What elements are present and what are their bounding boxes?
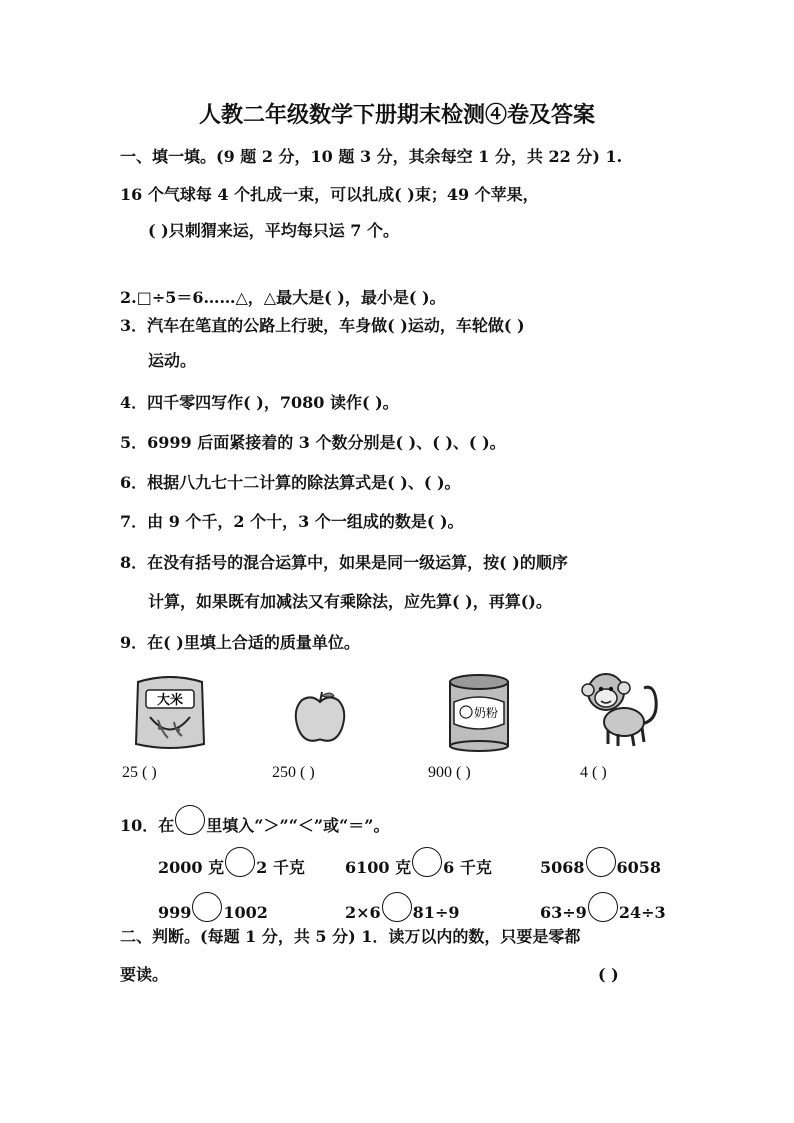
judge-1-answer-paren[interactable]: ( ) — [598, 965, 619, 984]
question-2: 2.□÷5＝6……△，△最大是( )，最小是( )。 — [120, 288, 446, 307]
compare-answer-circle[interactable] — [192, 892, 222, 922]
compare-left: 2000 克 — [158, 858, 225, 877]
comparison-circle-icon — [175, 805, 205, 835]
question-3-line-2: 运动。 — [148, 351, 197, 370]
compare-item-2 — [345, 847, 492, 879]
rice-bag-icon — [130, 672, 210, 756]
compare-answer-circle[interactable] — [586, 847, 616, 877]
compare-left: 63÷9 — [540, 903, 587, 922]
question-6: 6．根据八九七十二计算的除法算式是( )、( )。 — [120, 473, 461, 492]
question-1-line-2: ( )只刺猬来运，平均每只运 7 个。 — [148, 221, 399, 240]
compare-right: 6058 — [616, 858, 662, 877]
q9-caption-4: 4 ( ) — [580, 764, 607, 781]
question-8-line-2: 计算，如果既有加减法又有乘除法，应先算( )，再算()。 — [148, 592, 552, 611]
question-1-line-1: 16 个气球每 4 个扎成一束，可以扎成( )束；49 个苹果， — [120, 185, 539, 204]
compare-item-3 — [540, 847, 661, 879]
compare-answer-circle[interactable] — [588, 892, 618, 922]
question-5: 5．6999 后面紧接着的 3 个数分别是( )、( )、( )。 — [120, 433, 506, 452]
question-3-line-1: 3．汽车在笔直的公路上行驶，车身做( )运动，车轮做( ) — [120, 316, 525, 335]
question-10 — [120, 805, 390, 837]
apple-icon — [290, 688, 350, 752]
compare-left: 6100 克 — [345, 858, 412, 877]
question-10-prefix: 10．在 — [120, 816, 175, 835]
monkey-icon — [578, 664, 664, 754]
compare-left: 999 — [158, 903, 192, 922]
question-10-suffix: 里填入“＞”“＜”或“＝”。 — [206, 816, 390, 835]
compare-item-4 — [158, 892, 268, 924]
q9-caption-3: 900 ( ) — [428, 764, 471, 781]
svg-text:奶粉: 奶粉 — [473, 706, 499, 720]
question-9: 9．在( )里填上合适的质量单位。 — [120, 633, 360, 652]
question-8-line-1: 8．在没有括号的混合运算中，如果是同一级运算，按( )的顺序 — [120, 553, 568, 572]
question-4: 4．四千零四写作( )，7080 读作( )。 — [120, 393, 399, 412]
compare-answer-circle[interactable] — [225, 847, 255, 877]
compare-right: 6 千克 — [443, 858, 492, 877]
section-two-header: 二、判断。(每题 1 分，共 5 分) 1．读万以内的数，只要是零都 — [120, 927, 581, 946]
compare-right: 24÷3 — [618, 903, 666, 922]
question-7: 7．由 9 个千，2 个十，3 个一组成的数是( )。 — [120, 512, 464, 531]
compare-right: 2 千克 — [256, 858, 305, 877]
q9-caption-2: 250 ( ) — [272, 764, 315, 781]
compare-answer-circle[interactable] — [412, 847, 442, 877]
q9-caption-1: 25 ( ) — [122, 764, 157, 781]
page-title: 人教二年级数学下册期末检测④卷及答案 — [198, 102, 595, 128]
section-one-header: 一、填一填。(9 题 2 分，10 题 3 分，其余每空 1 分，共 22 分) 1. — [120, 147, 623, 166]
compare-answer-circle[interactable] — [382, 892, 412, 922]
compare-left: 5068 — [540, 858, 585, 877]
compare-item-5 — [345, 892, 459, 924]
compare-item-6 — [540, 892, 666, 924]
milk-powder-can-icon — [444, 672, 514, 756]
svg-text:大米: 大米 — [156, 693, 184, 708]
judge-1-line-2: 要读。 — [120, 965, 169, 984]
compare-right: 81÷9 — [412, 903, 460, 922]
compare-item-1 — [158, 847, 305, 879]
compare-right: 1002 — [223, 903, 268, 922]
compare-left: 2×6 — [345, 903, 381, 922]
